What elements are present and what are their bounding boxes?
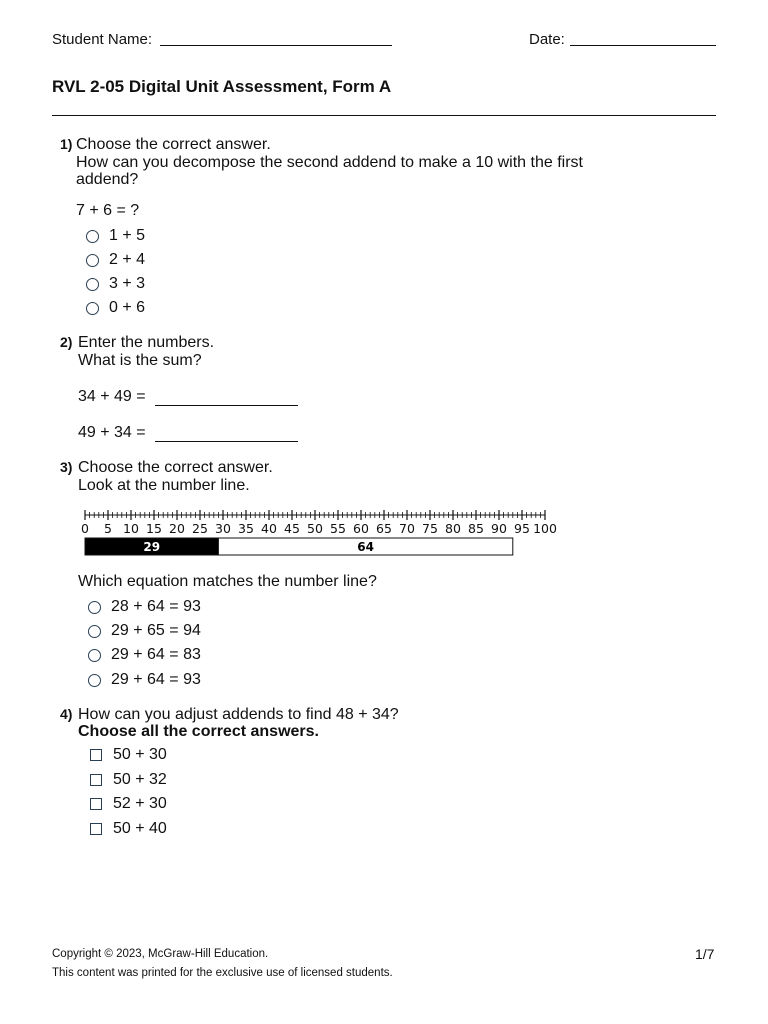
question-1-line: addend?	[76, 171, 139, 188]
question-2-line: Enter the numbers.	[78, 334, 215, 351]
option-label: 2 + 4	[109, 251, 146, 268]
question-1-line: How can you decompose the second addend to make a 10 with the first	[76, 153, 583, 171]
question-2-line: What is the sum?	[78, 351, 202, 369]
tick-label: 20	[169, 521, 185, 536]
page-title: RVL 2-05 Digital Unit Assessment, Form A	[52, 77, 392, 96]
tick-label: 0	[81, 521, 89, 536]
checkbox-icon[interactable]	[90, 823, 102, 835]
question-2-equation-1: 34 + 49 =	[78, 388, 146, 405]
tick-label: 45	[284, 521, 300, 536]
checkbox-icon[interactable]	[90, 749, 102, 761]
question-4-option-c[interactable]	[90, 795, 167, 813]
question-1-line: Choose the correct answer.	[76, 136, 271, 153]
tick-label: 70	[399, 521, 415, 536]
question-3-option-a[interactable]	[88, 598, 201, 616]
footer-copyright: Copyright © 2023, McGraw-Hill Education.	[52, 948, 269, 960]
option-label: 3 + 3	[109, 275, 146, 292]
checkbox-icon[interactable]	[90, 774, 102, 786]
number-line-ticks	[85, 510, 545, 520]
tick-label: 65	[376, 521, 392, 536]
question-4-option-b[interactable]	[90, 771, 167, 789]
tick-label: 55	[330, 521, 346, 536]
option-label: 29 + 65 = 94	[111, 622, 201, 639]
question-3-line: Look at the number line.	[78, 476, 250, 494]
date-label: Date:	[529, 31, 565, 48]
checkbox-icon[interactable]	[90, 798, 102, 810]
question-4-option-d[interactable]	[90, 820, 167, 838]
tick-label: 35	[238, 521, 254, 536]
bar-segment-label: 64	[357, 540, 374, 554]
radio-icon[interactable]	[88, 649, 101, 662]
question-3-line: Choose the correct answer.	[78, 459, 273, 476]
radio-icon[interactable]	[86, 302, 99, 315]
question-3-number: 3)	[60, 459, 73, 475]
tick-label: 95	[514, 521, 530, 536]
bar-segment-label: 29	[143, 540, 161, 554]
date-field[interactable]	[570, 45, 716, 46]
question-1-option-a[interactable]	[86, 227, 145, 245]
tick-label: 85	[468, 521, 484, 536]
radio-icon[interactable]	[88, 674, 101, 687]
option-label: 1 + 5	[109, 227, 146, 244]
tick-label: 80	[445, 521, 461, 536]
tick-label: 30	[215, 521, 231, 536]
question-2-equation-2: 49 + 34 =	[78, 424, 146, 441]
radio-icon[interactable]	[88, 625, 101, 638]
question-4-text: How can you adjust addends to find 48 + 34?	[78, 706, 399, 723]
radio-icon[interactable]	[86, 230, 99, 243]
question-2-text	[78, 334, 214, 369]
tick-label: 10	[123, 521, 139, 536]
question-1-equation: 7 + 6 = ?	[76, 202, 140, 219]
question-4-option-a[interactable]	[90, 746, 167, 764]
question-4-number: 4)	[60, 706, 73, 722]
page-number: 1/7	[695, 946, 715, 962]
tick-label: 50	[307, 521, 323, 536]
option-label: 50 + 30	[113, 746, 167, 763]
radio-icon[interactable]	[88, 601, 101, 614]
question-4-instruction: Choose all the correct answers.	[78, 723, 319, 740]
question-1-text	[76, 136, 583, 189]
radio-icon[interactable]	[86, 278, 99, 291]
question-3-option-b[interactable]	[88, 622, 201, 640]
student-name-label: Student Name:	[52, 31, 153, 48]
number-line-labels	[81, 521, 557, 536]
tick-label: 5	[104, 521, 112, 536]
tick-label: 60	[353, 521, 369, 536]
tick-label: 75	[422, 521, 438, 536]
question-3-text	[78, 459, 273, 494]
question-3-option-c[interactable]	[88, 646, 201, 664]
tick-label: 25	[192, 521, 208, 536]
question-1-option-c[interactable]	[86, 275, 145, 293]
option-label: 52 + 30	[113, 795, 167, 812]
option-label: 28 + 64 = 93	[111, 598, 201, 615]
answer-input-2[interactable]	[155, 441, 298, 442]
number-line	[70, 504, 570, 560]
option-label: 0 + 6	[109, 299, 146, 316]
tick-label: 15	[146, 521, 162, 536]
question-3-prompt: Which equation matches the number line?	[78, 573, 377, 590]
student-name-field[interactable]	[160, 45, 392, 46]
footer-notice: This content was printed for the exclusive use of licensed students.	[52, 967, 393, 979]
question-1-number: 1)	[60, 136, 73, 152]
answer-input-1[interactable]	[155, 405, 298, 406]
radio-icon[interactable]	[86, 254, 99, 267]
option-label: 29 + 64 = 83	[111, 646, 201, 663]
tick-label: 40	[261, 521, 277, 536]
question-1-option-d[interactable]	[86, 299, 145, 317]
option-label: 50 + 32	[113, 771, 167, 788]
tick-label: 90	[491, 521, 507, 536]
question-2-number: 2)	[60, 334, 73, 350]
option-label: 29 + 64 = 93	[111, 671, 201, 688]
option-label: 50 + 40	[113, 820, 167, 837]
number-line-bar	[85, 538, 513, 555]
question-3-option-d[interactable]	[88, 671, 201, 689]
tick-label: 100	[533, 521, 557, 536]
question-1-option-b[interactable]	[86, 251, 145, 269]
title-divider	[52, 115, 716, 116]
